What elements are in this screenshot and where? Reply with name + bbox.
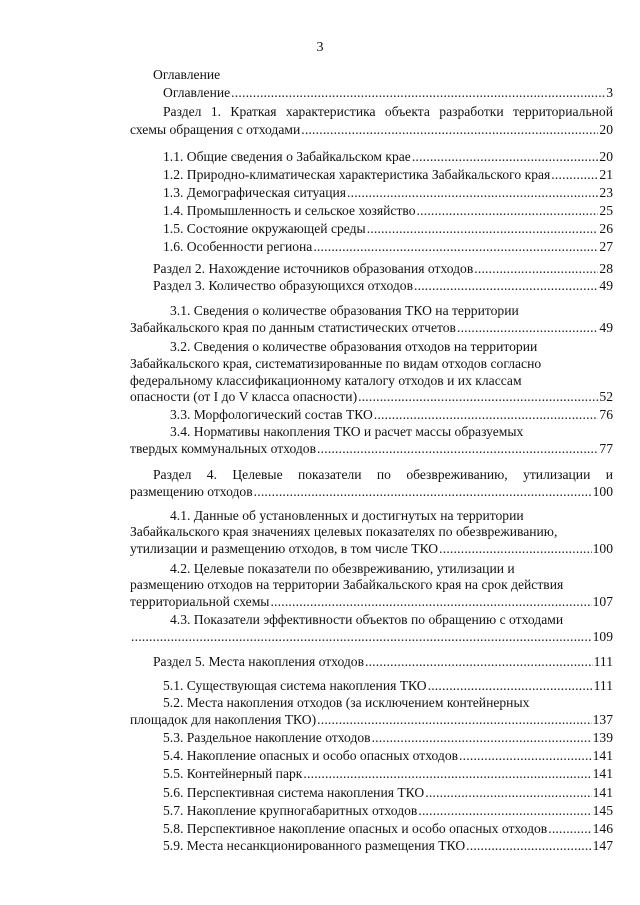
toc-entry-title: Раздел 5. Места накопления отходов xyxy=(153,654,364,669)
toc-entry-line: 4.3. Показатели эффективности объектов по обращению с отходами xyxy=(170,612,564,627)
toc-entry-title: 5.4. Накопление опасных и особо опасных отходов xyxy=(163,748,459,763)
toc-entry-title: размещению отходов xyxy=(130,484,253,499)
dot-leader xyxy=(459,747,592,764)
toc-entry-title: 3.3. Морфологический состав ТКО xyxy=(170,407,373,422)
toc-entry-title: территориальной схемы xyxy=(130,594,270,609)
dot-leader xyxy=(418,802,591,819)
toc-entry-page: 28 xyxy=(599,261,613,276)
toc-entry[interactable] xyxy=(163,84,613,101)
toc-entry-page: 146 xyxy=(592,821,613,836)
toc-entry-page: 27 xyxy=(599,239,613,254)
toc-entry[interactable] xyxy=(130,319,613,336)
dot-leader xyxy=(303,765,591,782)
toc-entry[interactable] xyxy=(163,784,613,801)
toc-entry[interactable] xyxy=(130,121,613,138)
dot-leader xyxy=(317,440,598,457)
toc-entry[interactable] xyxy=(163,729,613,746)
toc-entry[interactable] xyxy=(130,628,613,645)
dot-leader xyxy=(231,84,605,101)
toc-entry-title: площадок для накопления ТКО) xyxy=(130,712,317,727)
toc-entry-title: 5.3. Раздельное накопление отходов xyxy=(163,730,371,745)
toc-entry-title: 1.3. Демографическая ситуация xyxy=(163,185,346,200)
dot-leader xyxy=(428,677,593,694)
toc-entry-title: схемы обращения с отходами xyxy=(130,122,301,137)
dot-leader xyxy=(439,540,591,557)
toc-entry-page: 111 xyxy=(593,654,613,669)
toc-entry-title: 5.7. Накопление крупногабаритных отходов xyxy=(163,803,418,818)
toc-entry-line: Раздел 1. Краткая характеристика объекта разработки территориальной xyxy=(163,104,613,119)
dot-leader xyxy=(548,820,591,837)
toc-entry-page: 139 xyxy=(592,730,613,745)
toc-entry-title: Раздел 2. Нахождение источников образования отходов xyxy=(153,261,474,276)
toc-entry[interactable] xyxy=(163,677,613,694)
toc-entry-line: 5.2. Места накопления отходов (за исключением контейнерных xyxy=(163,695,530,710)
dot-leader xyxy=(131,628,592,645)
toc-entry[interactable] xyxy=(130,593,613,610)
toc-heading: Оглавление xyxy=(153,67,221,82)
toc-entry-title: 5.9. Места несанкционированного размещения ТКО xyxy=(163,838,466,853)
toc-entry-title: твердых коммунальных отходов xyxy=(130,441,317,456)
toc-entry-page: 25 xyxy=(599,203,613,218)
toc-entry-line: размещению отходов на территории Забайкальского края на срок действия xyxy=(130,577,564,592)
toc-entry[interactable] xyxy=(163,747,613,764)
toc-entry-title: Забайкальского края по данным статистических отчетов xyxy=(130,320,456,335)
toc-entry[interactable] xyxy=(163,820,613,837)
toc-entry-page: 111 xyxy=(593,678,613,693)
toc-entry-title: Оглавление xyxy=(163,85,231,100)
toc-entry-page: 137 xyxy=(592,712,613,727)
toc-entry[interactable] xyxy=(163,238,613,255)
dot-leader xyxy=(313,238,598,255)
dot-leader xyxy=(425,784,591,801)
toc-entry-title: 1.4. Промышленность и сельское хозяйство xyxy=(163,203,416,218)
dot-leader xyxy=(551,166,598,183)
toc-entry-line: 4.2. Целевые показатели по обезвреживанию, утилизации и xyxy=(170,561,515,576)
toc-entry-page: 100 xyxy=(592,541,613,556)
dot-leader xyxy=(374,406,599,423)
dot-leader xyxy=(270,593,591,610)
toc-entry-line: Забайкальского края, систематизированные по видам отходов согласно xyxy=(130,356,542,371)
toc-entry-title: 5.8. Перспективное накопление опасных и особо опасных отходов xyxy=(163,821,548,836)
toc-entry-page: 147 xyxy=(592,838,613,853)
toc-entry-title: 5.6. Перспективная система накопления ТКО xyxy=(163,785,425,800)
toc-entry-line: Забайкальского края значениях целевых показателях по обезвреживанию, xyxy=(130,524,558,539)
dot-leader xyxy=(457,319,598,336)
toc-entry-page: 141 xyxy=(592,766,613,781)
toc-entry-title: 1.5. Состояние окружающей среды xyxy=(163,221,366,236)
toc-entry-page: 49 xyxy=(599,320,613,335)
dot-leader xyxy=(466,837,591,854)
toc-entry-page: 107 xyxy=(592,594,613,609)
toc-entry[interactable] xyxy=(163,837,613,854)
toc-entry[interactable] xyxy=(170,406,613,423)
toc-entry[interactable] xyxy=(153,260,613,277)
toc-entry[interactable] xyxy=(153,653,613,670)
toc-entry-title: утилизации и размещению отходов, в том числе ТКО xyxy=(130,541,439,556)
toc-entry-page: 20 xyxy=(599,149,613,164)
toc-entry-page: 3 xyxy=(606,85,613,100)
toc-entry[interactable] xyxy=(163,220,613,237)
toc-entry-line: 4.1. Данные об установленных и достигнутых на территории xyxy=(170,508,524,523)
dot-leader xyxy=(301,121,598,138)
toc-entry[interactable] xyxy=(130,711,613,728)
toc-entry[interactable] xyxy=(163,166,613,183)
toc-entry-page: 76 xyxy=(599,407,613,422)
page-number: 3 xyxy=(316,40,324,55)
toc-entry-title: Раздел 3. Количество образующихся отходов xyxy=(153,278,413,293)
dot-leader xyxy=(372,729,592,746)
toc-entry-page: 141 xyxy=(592,748,613,763)
dot-leader xyxy=(417,202,599,219)
toc-entry[interactable] xyxy=(163,184,613,201)
toc-entry[interactable] xyxy=(163,202,613,219)
dot-leader xyxy=(317,711,591,728)
toc-entry-page: 49 xyxy=(599,278,613,293)
toc-entry-page: 100 xyxy=(592,484,613,499)
toc-entry-title: 5.1. Существующая система накопления ТКО xyxy=(163,678,427,693)
dot-leader xyxy=(358,388,598,405)
toc-entry-page: 109 xyxy=(592,629,613,644)
toc-entry-title: 5.5. Контейнерный парк xyxy=(163,766,303,781)
toc-entry-line: федеральному классификационному каталогу отходов и их классам xyxy=(130,373,522,388)
toc-entry-page: 141 xyxy=(592,785,613,800)
toc-entry-page: 52 xyxy=(599,389,613,404)
toc-entry[interactable] xyxy=(163,765,613,782)
toc-entry-line: 3.2. Сведения о количестве образования отходов на территории xyxy=(170,339,538,354)
toc-entry[interactable] xyxy=(163,148,613,165)
dot-leader xyxy=(474,260,598,277)
toc-entry[interactable] xyxy=(130,483,613,500)
dot-leader xyxy=(254,483,592,500)
toc-entry[interactable] xyxy=(130,388,613,405)
toc-entry-title: опасности (от I до V класса опасности) xyxy=(130,389,358,404)
toc-entry[interactable] xyxy=(153,277,613,294)
toc-entry-page: 20 xyxy=(599,122,613,137)
toc-entry-page: 145 xyxy=(592,803,613,818)
toc-entry-title: 1.1. Общие сведения о Забайкальском крае xyxy=(163,149,411,164)
toc-entry-title: 1.6. Особенности региона xyxy=(163,239,313,254)
dot-leader xyxy=(412,148,599,165)
dot-leader xyxy=(347,184,598,201)
toc-entry-line: Раздел 4. Целевые показатели по обезвреживанию, утилизации и xyxy=(153,467,613,482)
toc-entry-line: 3.1. Сведения о количестве образования ТКО на территории xyxy=(170,303,519,318)
toc-entry-page: 21 xyxy=(599,167,613,182)
toc-entry-page: 23 xyxy=(599,185,613,200)
dot-leader xyxy=(367,220,599,237)
toc-entry[interactable] xyxy=(130,440,613,457)
toc-entry-line: 3.4. Нормативы накопления ТКО и расчет массы образуемых xyxy=(170,424,524,439)
toc-entry-page: 26 xyxy=(599,221,613,236)
toc-entry-title: 1.2. Природно-климатическая характеристика Забайкальского края xyxy=(163,167,551,182)
toc-entry[interactable] xyxy=(130,540,613,557)
toc-entry[interactable] xyxy=(163,802,613,819)
toc-entry-page: 77 xyxy=(599,441,613,456)
dot-leader xyxy=(414,277,598,294)
dot-leader xyxy=(365,653,593,670)
